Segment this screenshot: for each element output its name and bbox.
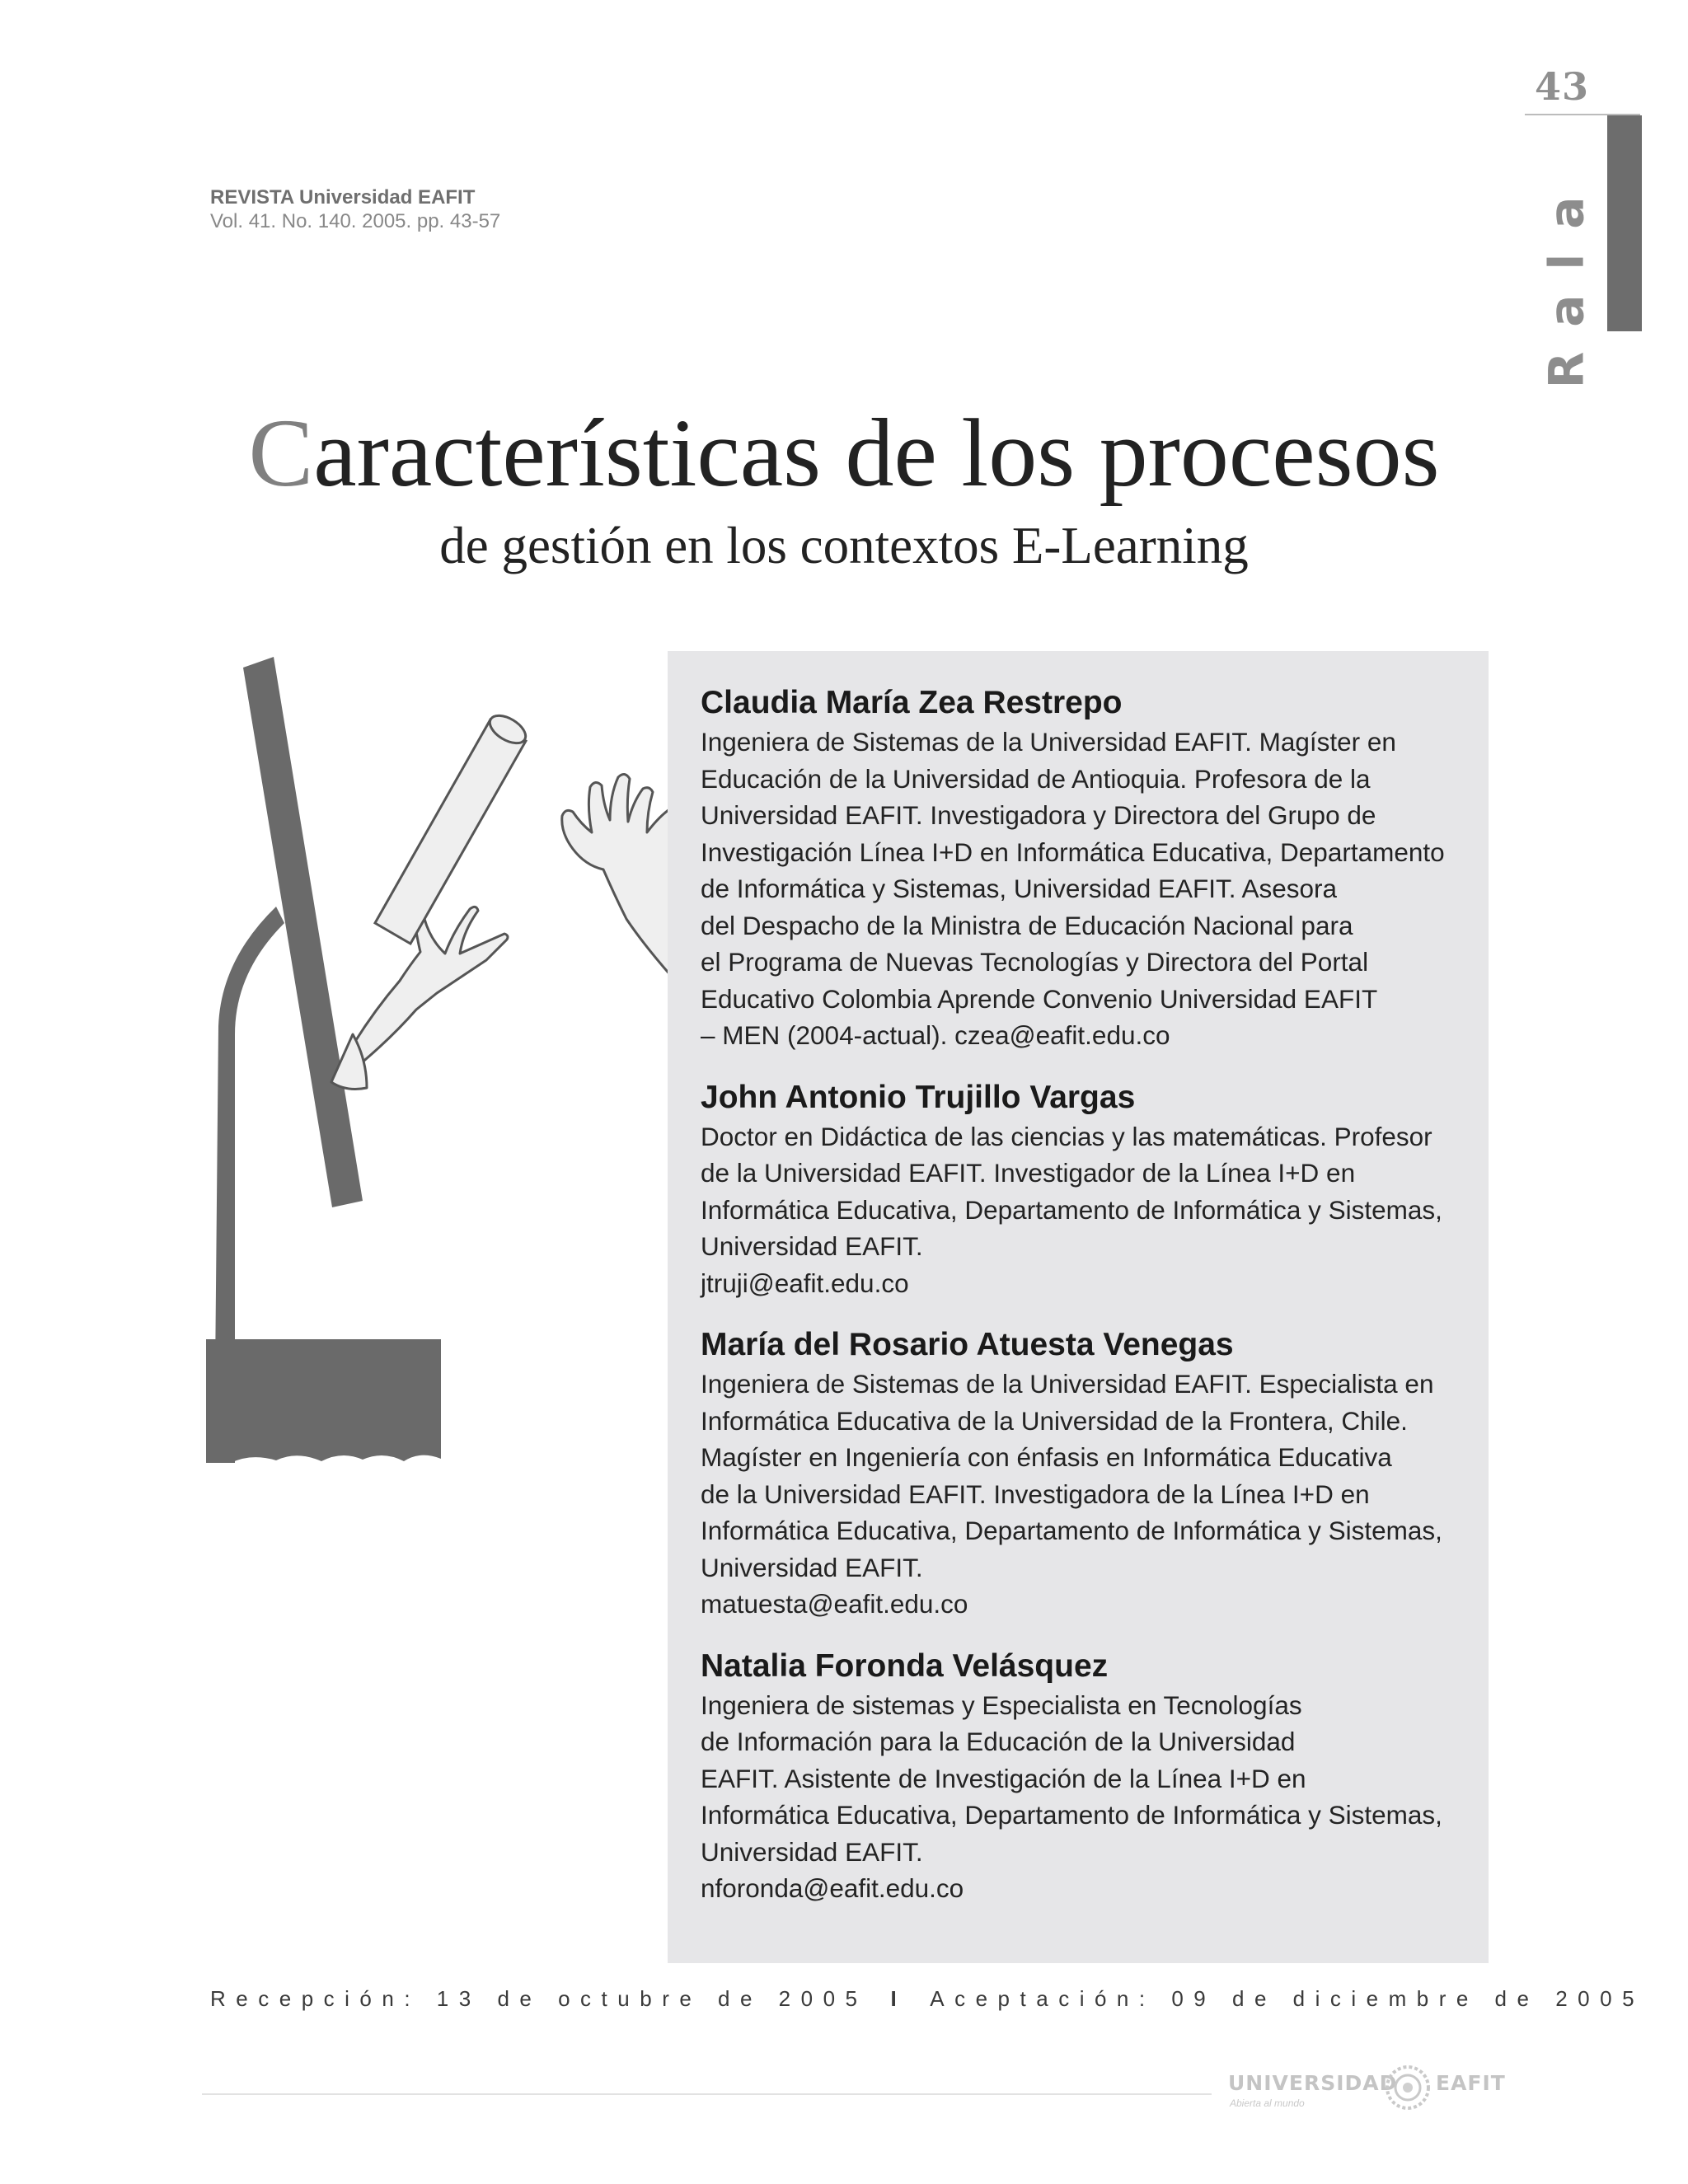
author-name: Natalia Foronda Velásquez xyxy=(701,1647,1109,1684)
author-bio-line: Investigación Línea I+D en Informática Educativa, Departamento xyxy=(701,837,1445,867)
accepted-date: Aceptación: 09 de diciembre de 2005 xyxy=(930,1986,1645,2011)
author-bio-line: EAFIT. Asistente de Investigación de la Línea I+D en xyxy=(701,1763,1306,1793)
author-bio-line: Universidad EAFIT. xyxy=(701,1231,923,1261)
hand-illustration xyxy=(562,774,672,977)
author-bio-line: Ingeniera de Sistemas de la Universidad EAFIT. Especialista en xyxy=(701,1369,1434,1399)
author-block xyxy=(701,1646,1489,1907)
author-block xyxy=(701,1324,1489,1623)
university-seal-icon xyxy=(1385,2064,1431,2111)
submission-dates xyxy=(210,1986,1645,2012)
monitor-illustration xyxy=(206,657,441,1463)
author-bio-line: Universidad EAFIT. Investigadora y Directora del Grupo de xyxy=(701,800,1376,830)
author-bio-line: Informática Educativa, Departamento de Informática y Sistemas, xyxy=(701,1516,1442,1545)
article-subtitle: de gestión en los contextos E-Learning xyxy=(439,517,1249,574)
author-bio-line: jtruji@eafit.edu.co xyxy=(701,1268,909,1298)
logo-word-right: EAFIT xyxy=(1436,2071,1506,2095)
author-bio-line: – MEN (2004-actual). czea@eafit.edu.co xyxy=(701,1020,1170,1050)
author-block xyxy=(701,682,1489,1054)
author-name: John Antonio Trujillo Vargas xyxy=(701,1079,1136,1115)
footer-rule xyxy=(202,2093,1212,2095)
authors-box xyxy=(668,651,1489,1963)
author-bio-line: Informática Educativa, Departamento de Informática y Sistemas, xyxy=(701,1194,1442,1225)
author-bio-line: Educativo Colombia Aprende Convenio Universidad EAFIT xyxy=(701,983,1378,1014)
author-bio-line: nforonda@eafit.edu.co xyxy=(701,1873,964,1903)
author-bio-line: Magíster en Ingeniería con énfasis en Informática Educativa xyxy=(701,1442,1392,1472)
journal-issue: Vol. 41. No. 140. 2005. pp. 43-57 xyxy=(210,210,501,232)
author-bio-line: Informática Educativa de la Universidad de la Frontera, Chile. xyxy=(701,1405,1408,1436)
author-bio-line: del Despacho de la Ministra de Educación Nacional para xyxy=(701,910,1353,940)
article-title-rest: aracterísticas de los procesos xyxy=(313,399,1440,507)
university-logo xyxy=(1220,2064,1506,2114)
journal-header xyxy=(210,185,500,233)
author-block xyxy=(701,1077,1489,1302)
author-bio-line: matuesta@eafit.edu.co xyxy=(701,1589,968,1619)
author-bio-line: el Programa de Nuevas Tecnologías y Directora del Portal xyxy=(701,947,1369,977)
section-tab-label: Rala xyxy=(1538,171,1595,389)
author-name: María del Rosario Atuesta Venegas xyxy=(701,1327,1234,1362)
author-bio-line: de la Universidad EAFIT. Investigadora de la Línea I+D en xyxy=(701,1479,1370,1509)
logo-tagline: Abierta al mundo xyxy=(1230,2097,1305,2109)
article-title-initial: C xyxy=(248,399,314,507)
monitor-hands-illustration xyxy=(198,647,676,1471)
arm-illustration xyxy=(331,907,508,1089)
author-bio-line: Universidad EAFIT. xyxy=(701,1836,923,1867)
section-tab xyxy=(1533,165,1599,396)
author-bio-line: de la Universidad EAFIT. Investigador de la Línea I+D en xyxy=(701,1158,1356,1188)
section-bar xyxy=(1607,115,1642,331)
page-number: 43 xyxy=(1534,64,1589,109)
journal-name: REVISTA Universidad EAFIT xyxy=(210,186,476,209)
author-bio-line: Ingeniera de sistemas y Especialista en Tecnologías xyxy=(701,1690,1302,1720)
author-bio-line: de Informática y Sistemas, Universidad EAFIT. Asesora xyxy=(701,874,1338,903)
author-bio-line: Universidad EAFIT. xyxy=(701,1552,923,1582)
author-bio-line: Informática Educativa, Departamento de Informática y Sistemas, xyxy=(701,1800,1442,1830)
author-bio-line: Ingeniera de Sistemas de la Universidad EAFIT. Magíster en xyxy=(701,727,1396,757)
dates-separator: I xyxy=(890,1986,907,2011)
scroll-illustration xyxy=(375,710,530,944)
author-bio-line: de Información para la Educación de la Universidad xyxy=(701,1727,1296,1756)
author-bio-line: Educación de la Universidad de Antioquia. Profesora de la xyxy=(701,763,1371,794)
received-date: Recepción: 13 de octubre de 2005 xyxy=(210,1986,868,2011)
logo-word-left: UNIVERSIDAD xyxy=(1228,2071,1398,2095)
author-name: Claudia María Zea Restrepo xyxy=(701,685,1123,720)
author-bio-line: Doctor en Didáctica de las ciencias y las matemáticas. Profesor xyxy=(701,1121,1432,1151)
article-title xyxy=(0,400,1688,507)
